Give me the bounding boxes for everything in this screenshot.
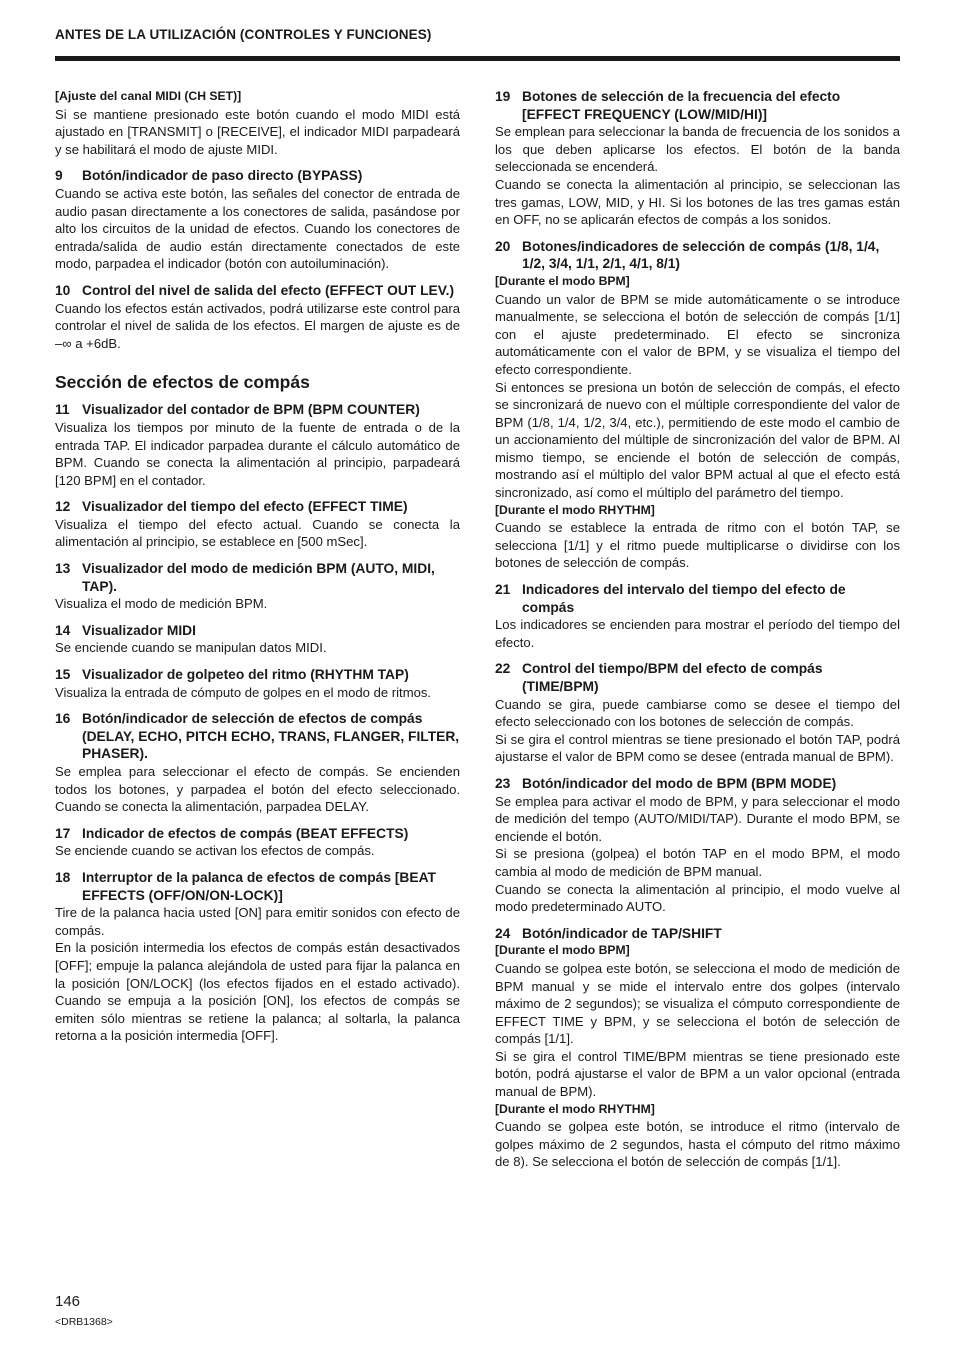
item-text: Cuando se gira, puede cambiarse como se desee el tiempo del efecto seleccionado con los botones de selección de compás. bbox=[495, 696, 900, 730]
mode-subheading: [Durante el modo BPM] bbox=[495, 273, 630, 288]
item-text: Cuando un valor de BPM se mide automáticamente o se introduce manualmente, se selecciona el botón de selección de compás [1/1] con el ajuste predeterminado. El efecto se sincroniza automáticamente con el valor de BPM, y se visualiza el tiempo del efecto correspondiente. bbox=[495, 291, 900, 377]
item-text: Se emplea para activar el modo de BPM, y para seleccionar el modo de medición del tempo (AUTO/MIDI/TAP). Durante el modo BPM, se enciende el botón. bbox=[495, 793, 900, 844]
item-title: Botón/indicador de TAP/SHIFT bbox=[522, 925, 722, 941]
item-text: Cuando se activa este botón, las señales del conector de entrada de audio pasan directamente a los conectores de salida, pasándose por alto los circuitos de la unidad de efectos. Cuando los conectores de entrada/salida de audio están directamente conectados de este modo, parpadea el indicador (botón con autoiluminación). bbox=[55, 185, 460, 272]
item-title: Visualizador MIDI bbox=[82, 622, 196, 638]
item-number: 18 bbox=[55, 869, 71, 885]
item-number: 23 bbox=[495, 775, 511, 791]
item-text: Se emplean para seleccionar la banda de frecuencia de los sonidos a los que deben aplicarse los efectos. El botón de la banda seleccionada se encenderá. bbox=[495, 124, 900, 175]
item-20 bbox=[495, 238, 900, 572]
item-number: 16 bbox=[55, 711, 71, 727]
item-10 bbox=[55, 282, 460, 352]
item-title: Indicador de efectos de compás (BEAT EFFECTS) bbox=[82, 825, 409, 841]
item-24 bbox=[495, 925, 900, 1171]
item-text: Cuando se golpea este botón, se selecciona el modo de medición de BPM manual y se mide el intervalo entre dos golpes (intervalo máximo de 2 segundos); se visualiza el cómputo correspondiente de EFFECT TIME y BPM, y se selecciona el botón de selección de compás [1/1]. bbox=[495, 960, 900, 1047]
item-text: Los indicadores se encienden para mostrar el período del tiempo del efecto. bbox=[495, 617, 900, 650]
item-number: 20 bbox=[495, 238, 511, 254]
item-text: Si se gira el control mientras se tiene presionado el botón TAP, podrá ajustarse el valor de BPM como se desee (entrada manual de BPM). bbox=[495, 731, 900, 765]
item-text: Cuando se conecta la alimentación al principio, el modo vuelve al modo predeterminado AUTO. bbox=[495, 881, 900, 915]
midi-channel-subheading: [Ajuste del canal MIDI (CH SET)] bbox=[55, 89, 242, 103]
item-number: 21 bbox=[495, 582, 511, 598]
item-number: 17 bbox=[55, 825, 71, 841]
item-number: 12 bbox=[55, 499, 71, 515]
item-19 bbox=[495, 88, 900, 229]
item-text: Si se presiona (golpea) el botón TAP en el modo BPM, el modo cambia al modo de medición de BPM manual. bbox=[495, 846, 900, 879]
item-title: Visualizador del modo de medición BPM (AUTO, MIDI, TAP). bbox=[82, 561, 435, 594]
item-title: Botones/indicadores de selección de compás (1/8, 1/4, 1/2, 3/4, 1/1, 2/1, 4/1, 8/1) bbox=[522, 238, 880, 272]
item-title: Botones de selección de la frecuencia del efecto [EFFECT FREQUENCY (LOW/MID/HI)] bbox=[522, 89, 841, 122]
mode-subheading: [Durante el modo BPM] bbox=[495, 943, 630, 958]
item-11 bbox=[55, 401, 460, 489]
item-number: 15 bbox=[55, 667, 71, 683]
item-text: Tire de la palanca hacia usted [ON] para emitir sonidos con efecto de compás. bbox=[55, 905, 460, 938]
item-number: 13 bbox=[55, 561, 71, 577]
item-text: Cuando los efectos están activados, podrá utilizarse este control para controlar el nivel de salida de los efectos. El margen de ajuste es de –∞ a +6dB. bbox=[55, 300, 460, 351]
item-title: Interruptor de la palanca de efectos de compás [BEAT EFFECTS (OFF/ON/ON-LOCK)] bbox=[82, 869, 436, 903]
item-title: Indicadores del intervalo del tiempo del efecto de compás bbox=[522, 582, 846, 615]
item-12 bbox=[55, 498, 460, 551]
item-title: Botón/indicador del modo de BPM (BPM MODE) bbox=[522, 775, 837, 791]
item-15 bbox=[55, 666, 460, 701]
section-title: Sección de efectos de compás bbox=[55, 372, 310, 393]
item-title: Botón/indicador de selección de efectos de compás (DELAY, ECHO, PITCH ECHO, TRANS, FLANGER, FILTER, PHASER). bbox=[82, 711, 460, 762]
item-text: Visualiza el modo de medición BPM. bbox=[55, 596, 268, 612]
item-17 bbox=[55, 825, 460, 860]
midi-channel-block bbox=[55, 88, 460, 158]
item-text: Si se gira el control TIME/BPM mientras se tiene presionado este botón, podrá ajustarse el valor de BPM a un valor opcional (entrada manual de BPM). bbox=[495, 1048, 900, 1100]
item-number: 9 bbox=[55, 168, 63, 184]
item-text: Si entonces se presiona un botón de selección de compás, el efecto se sincronizará de nuevo con el múltiple correspondiente del valor de BPM (1/8, 1/4, 1/2, 3/4, etc.), permitiendo de este modo el cambio de un accionamiento del múltiple de sincronización del valor de BPM. Al mismo tiempo, se enciende el botón de selección de compás, mostrando así el múltiplo del valor BPM actual al que el efecto está sincronizado, así como el múltiplo del parámetro del tiempo. bbox=[495, 379, 900, 501]
item-number: 10 bbox=[55, 282, 71, 298]
item-18 bbox=[55, 869, 460, 1045]
item-text: Visualiza el tiempo del efecto actual. Cuando se conecta la alimentación al principio, se establece en [500 mSec]. bbox=[55, 516, 460, 550]
item-22 bbox=[495, 660, 900, 766]
item-text: Cuando se establece la entrada de ritmo con el botón TAP, se selecciona [1/1] y el ritmo puede multiplicarse o dividirse con los botones de selección de compás. bbox=[495, 520, 900, 571]
page-header-title: ANTES DE LA UTILIZACIÓN (CONTROLES Y FUNCIONES) bbox=[55, 27, 432, 42]
item-13 bbox=[55, 560, 460, 613]
item-title: Visualizador del tiempo del efecto (EFFECT TIME) bbox=[82, 499, 408, 515]
mode-subheading: [Durante el modo RHYTHM] bbox=[495, 502, 655, 517]
item-text: Cuando se conecta la alimentación al principio, se seleccionan las tres gamas, LOW, MID, y HI. Si los botones de las tres gamas están en OFF, no se aplicarán efectos de compás a los sonidos. bbox=[495, 176, 900, 228]
item-text: Visualiza los tiempos por minuto de la fuente de entrada o de la entrada TAP. El indicador parpadea durante el cálculo automático de BPM. Cuando se conecta la alimentación al principio, parpadeará [120 BPM] en el contador. bbox=[55, 419, 460, 488]
item-title: Visualizador de golpeteo del ritmo (RHYTHM TAP) bbox=[82, 667, 409, 683]
page-number: 146 bbox=[55, 1293, 81, 1310]
document-code: <DRB1368> bbox=[55, 1316, 113, 1328]
header-rule bbox=[55, 56, 900, 61]
item-9 bbox=[55, 167, 460, 273]
item-number: 24 bbox=[495, 925, 511, 941]
item-text: Cuando se golpea este botón, se introduce el ritmo (intervalo de golpes máximo de 2 segundos, hasta el cómputo del ritmo máximo de 8). Se selecciona el botón de selección de compás [1/1]. bbox=[495, 1119, 900, 1170]
item-number: 11 bbox=[55, 402, 70, 418]
item-title: Botón/indicador de paso directo (BYPASS) bbox=[82, 168, 363, 184]
midi-channel-text: Si se mantiene presionado este botón cuando el modo MIDI está ajustado en [TRANSMIT] o [RECEIVE], el indicador MIDI parpadeará y se habilitará el modo de ajuste MIDI. bbox=[55, 106, 460, 157]
item-14 bbox=[55, 622, 460, 657]
item-text: Se enciende cuando se activan los efectos de compás. bbox=[55, 843, 375, 859]
mode-subheading: [Durante el modo RHYTHM] bbox=[495, 1101, 655, 1116]
item-number: 19 bbox=[495, 89, 511, 104]
item-title: Visualizador del contador de BPM (BPM COUNTER) bbox=[82, 402, 420, 418]
item-16 bbox=[55, 710, 460, 816]
item-title: Control del tiempo/BPM del efecto de compás (TIME/BPM) bbox=[522, 661, 823, 694]
item-21 bbox=[495, 581, 900, 651]
item-title: Control del nivel de salida del efecto (EFFECT OUT LEV.) bbox=[82, 282, 455, 298]
item-number: 22 bbox=[495, 661, 511, 677]
left-column bbox=[55, 88, 460, 1045]
item-number: 14 bbox=[55, 622, 71, 638]
item-text: Se emplea para seleccionar el efecto de compás. Se encienden todos los botones, y parpadea el botón del efecto seleccionado. Cuando se conecta la alimentación, parpadea DELAY. bbox=[55, 764, 460, 815]
item-text: Visualiza la entrada de cómputo de golpes en el modo de ritmos. bbox=[55, 684, 432, 700]
right-column bbox=[495, 88, 900, 1171]
item-text: Se enciende cuando se manipulan datos MIDI. bbox=[55, 640, 327, 656]
item-text: En la posición intermedia los efectos de compás están desactivados [OFF]; empuje la palanca alejándola de usted para fijar la palanca en la posición [ON/LOCK] (los efectos fijados en el estado activado). Cuando se empuja a la posición [ON], los efectos de compás se emiten sólo mientras se retiene la palanca; al soltarla, la palanca retorna a la posición intermedia [OFF]. bbox=[55, 940, 460, 1044]
item-23 bbox=[495, 775, 900, 916]
